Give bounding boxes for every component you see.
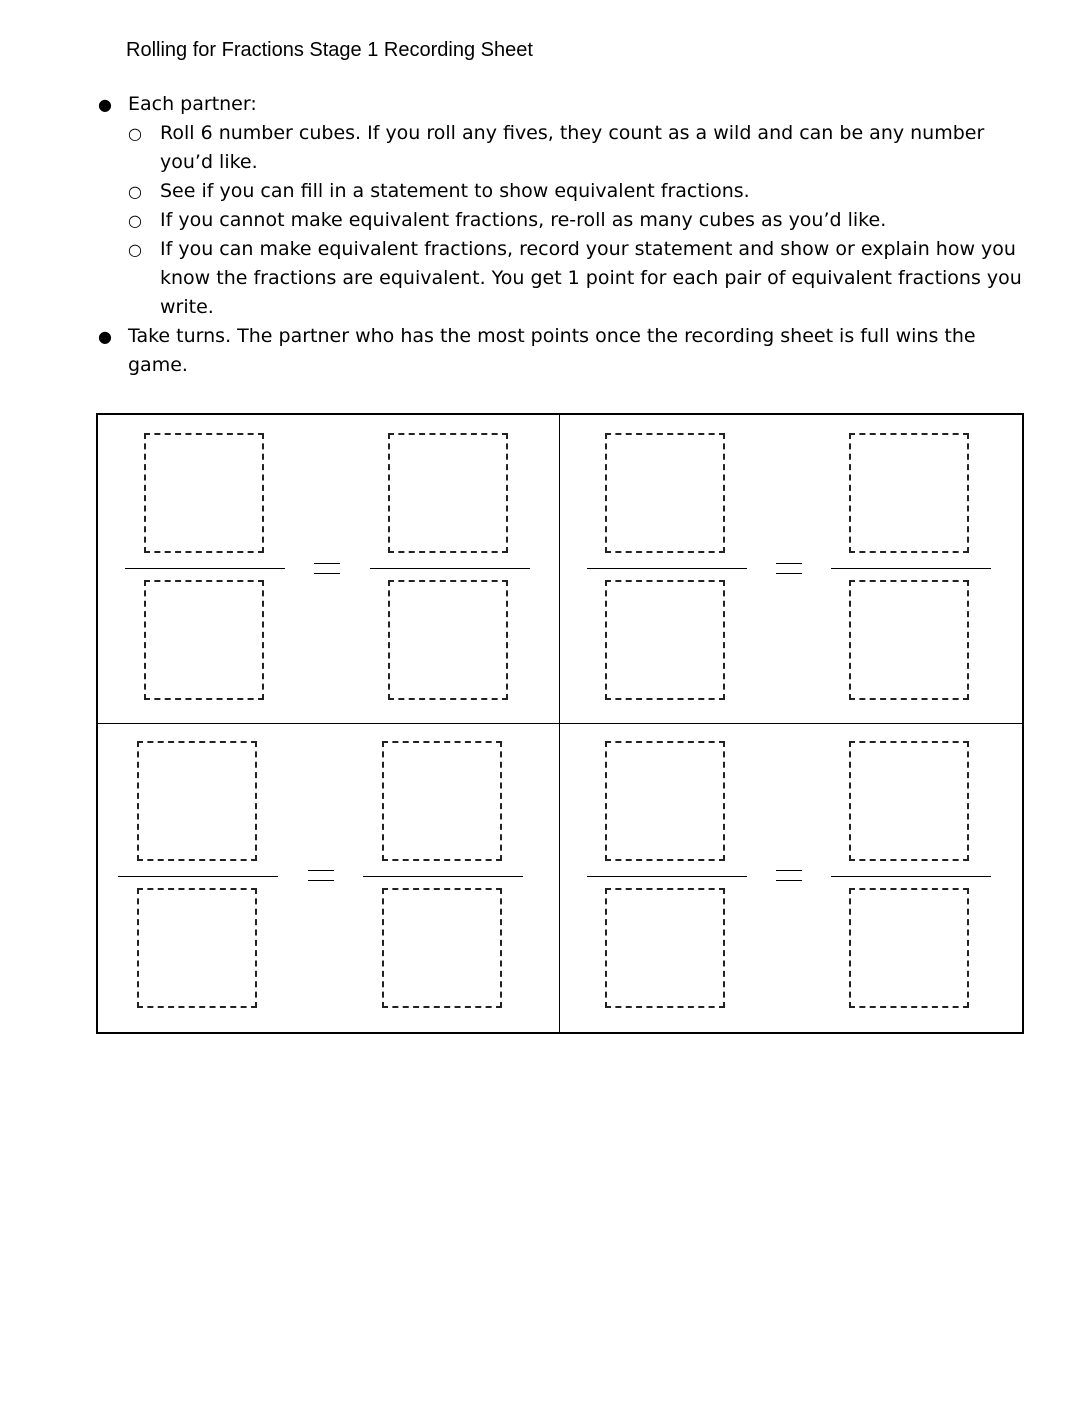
- page-title: Rolling for Fractions Stage 1 Recording Sheet: [126, 39, 533, 61]
- sub-bullet: ○: [128, 211, 142, 230]
- fraction-bar-left: [118, 876, 278, 877]
- numerator-box-right[interactable]: [849, 741, 969, 861]
- bullet-text: Take turns. The partner who has the most points once the recording sheet is full wins the game.: [128, 325, 976, 376]
- fraction-bar-left: [587, 568, 747, 569]
- denominator-box-right[interactable]: [849, 888, 969, 1008]
- numerator-box-right[interactable]: [382, 741, 502, 861]
- fraction-bar-left: [587, 876, 747, 877]
- fraction-bar-right: [831, 568, 991, 569]
- fraction-bar-right: [363, 876, 523, 877]
- sub-item-fill: [96, 177, 1026, 206]
- sub-item-record: [96, 235, 1026, 322]
- recording-cell: [560, 415, 1022, 724]
- bullet-dot: ●: [98, 95, 112, 114]
- equals-sign: [314, 563, 340, 574]
- denominator-box-right[interactable]: [382, 888, 502, 1008]
- bullet-each-partner: [96, 90, 1026, 119]
- sub-item-text: If you can make equivalent fractions, record your statement and show or explain how you know the fractions are equivalent. You get 1 point for each pair of equivalent fractions you write.: [160, 238, 1022, 318]
- denominator-box-left[interactable]: [137, 888, 257, 1008]
- fraction-bar-right: [370, 568, 530, 569]
- denominator-box-left[interactable]: [605, 888, 725, 1008]
- equals-sign: [308, 870, 334, 881]
- numerator-box-right[interactable]: [849, 433, 969, 553]
- sub-bullet: ○: [128, 240, 142, 259]
- recording-cell: [98, 724, 560, 1033]
- denominator-box-right[interactable]: [849, 580, 969, 700]
- numerator-box-left[interactable]: [605, 741, 725, 861]
- sub-item-roll: [96, 119, 1026, 177]
- recording-grid: [96, 413, 1024, 1034]
- denominator-box-right[interactable]: [388, 580, 508, 700]
- numerator-box-left[interactable]: [137, 741, 257, 861]
- recording-cell: [98, 415, 560, 724]
- numerator-box-left[interactable]: [144, 433, 264, 553]
- bullet-text: Each partner:: [128, 93, 257, 115]
- bullet-dot: ●: [98, 327, 112, 346]
- sub-instructions: [96, 119, 1026, 322]
- sub-item-text: Roll 6 number cubes. If you roll any fives, they count as a wild and can be any number you’d like.: [160, 122, 985, 173]
- denominator-box-left[interactable]: [605, 580, 725, 700]
- fraction-bar-left: [125, 568, 285, 569]
- sub-bullet: ○: [128, 182, 142, 201]
- fraction-bar-right: [831, 876, 991, 877]
- instructions-list: [96, 90, 1026, 380]
- sub-item-reroll: [96, 206, 1026, 235]
- sub-bullet: ○: [128, 124, 142, 143]
- equals-sign: [776, 563, 802, 574]
- numerator-box-left[interactable]: [605, 433, 725, 553]
- numerator-box-right[interactable]: [388, 433, 508, 553]
- denominator-box-left[interactable]: [144, 580, 264, 700]
- recording-cell: [560, 724, 1022, 1033]
- equals-sign: [776, 870, 802, 881]
- bullet-take-turns: [96, 322, 1026, 380]
- sub-item-text: If you cannot make equivalent fractions, re-roll as many cubes as you’d like.: [160, 209, 887, 231]
- sub-item-text: See if you can fill in a statement to show equivalent fractions.: [160, 180, 750, 202]
